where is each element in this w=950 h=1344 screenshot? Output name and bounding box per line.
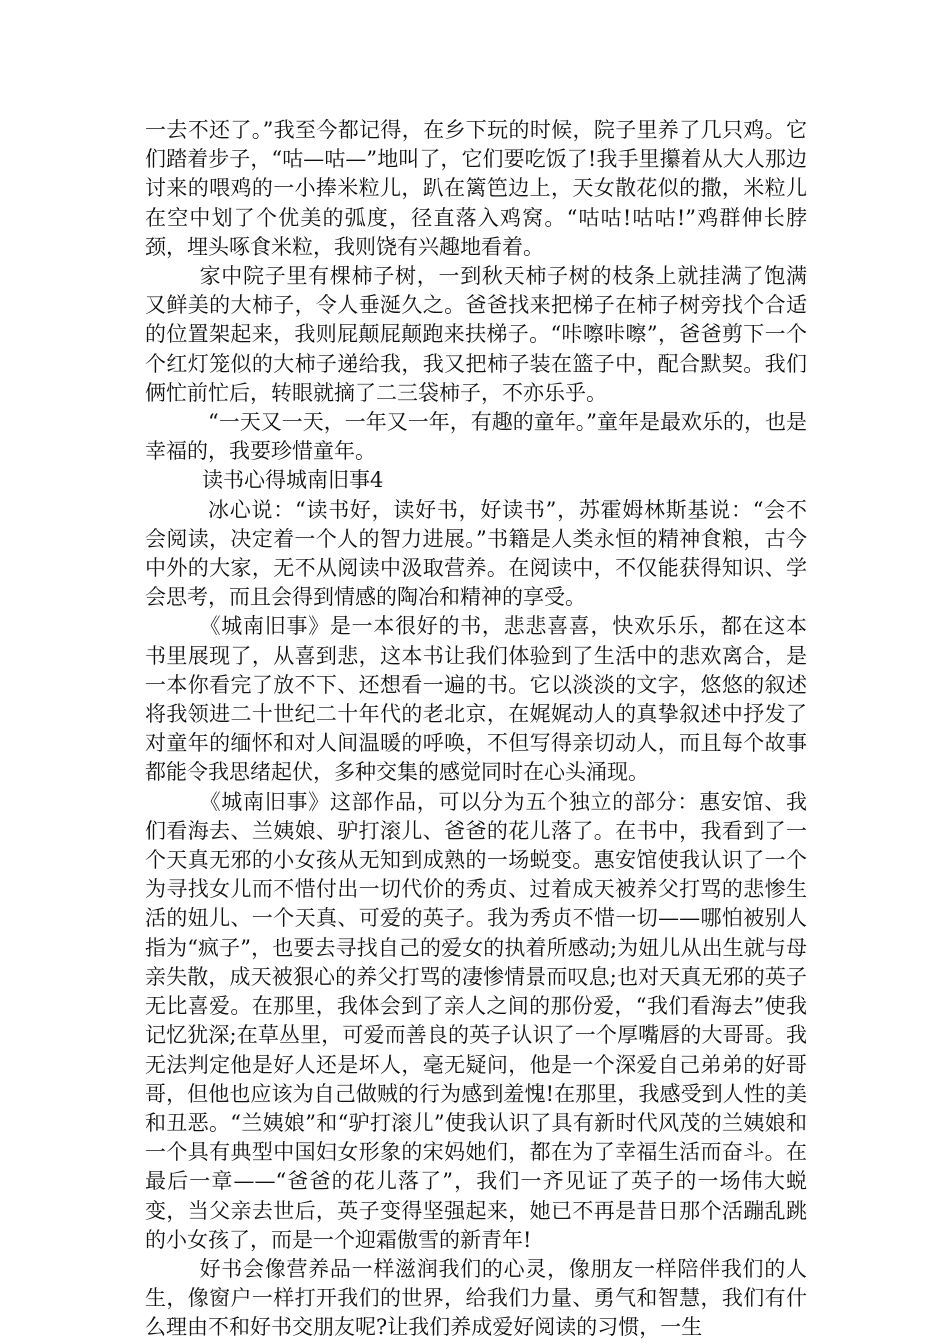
paragraph-bingxin-quote: 冰心说：“读书好，读好书，好读书”，苏霍姆林斯基说：“会不会阅读，决定着一个人的智力进展。”书籍是人类永恒的精神食粮，古今中外的大家，无不从阅读中汲取营养。在阅读中，不仅能获得知识、学会思考，而且会得到情感的陶冶和精神的享受。 bbox=[145, 497, 807, 610]
paragraph-continued-chickens: 一去不还了。”我至今都记得，在乡下玩的时候，院子里养了几只鸡。它们踏着步子，“咕—咕—”地叫了，它们要吃饭了!我手里攥着从大人那边讨来的喂鸡的一小捧米粒儿，趴在篱笆边上，天女散花似的撒，米粒儿在空中划了个优美的弧度，径直落入鸡窝。“咕咕!咕咕!”鸡群伸长脖颈，埋头啄食米粒，我则饶有兴趣地看着。 bbox=[145, 118, 807, 259]
section-heading: 读书心得城南旧事4 bbox=[202, 468, 384, 493]
paragraph-cherish-childhood: “一天又一天，一年又一年，有趣的童年。”童年是最欢乐的，也是幸福的，我要珍惜童年。 bbox=[145, 410, 807, 464]
paragraph-good-books: 好书会像营养品一样滋润我们的心灵，像朋友一样陪伴我们的人生，像窗户一样打开我们的世界，给我们力量、勇气和智慧，我们有什么理由不和好书交朋友呢?让我们养成爱好阅读的习惯，一生 bbox=[145, 1256, 807, 1340]
document-body bbox=[145, 116, 807, 1343]
paragraph-persimmon-tree: 家中院子里有棵柿子树，一到秋天柿子树的枝条上就挂满了饱满又鲜美的大柿子，令人垂涎久之。爸爸找来把梯子在柿子树旁找个合适的位置架起来，我则屁颠屁颠跑来扶梯子。“咔嚓咔嚓”，爸爸剪下一个个红灯笼似的大柿子递给我，我又把柿子装在篮子中，配合默契。我们俩忙前忙后，转眼就摘了二三袋柿子，不亦乐乎。 bbox=[145, 264, 807, 405]
paragraph-five-parts: 《城南旧事》这部作品，可以分为五个独立的部分：惠安馆、我们看海去、兰姨娘、驴打滚儿、爸爸的花儿落了。在书中，我看到了一个天真无邪的小女孩从无知到成熟的一场蜕变。惠安馆使我认识了一个为寻找女儿而不惜付出一切代价的秀贞、过着成天被养父打骂的悲惨生活的妞儿、一个天真、可爱的英子。我为秀贞不惜一切——哪怕被别人指为“疯子”，也要去寻找自己的爱女的执着所感动;为妞儿从出生就与母亲失散，成天被狠心的养父打骂的凄惨情景而叹息;也对天真无邪的英子无比喜爱。在那里，我体会到了亲人之间的那份爱，“我们看海去”使我记忆犹深;在草丛里，可爱而善良的英子认识了一个厚嘴唇的大哥哥。我无法判定他是好人还是坏人，毫无疑问，他是一个深爱自己弟弟的好哥哥，但他也应该为自己做贼的行为感到羞愧!在那里，我感受到人性的美和丑恶。“兰姨娘”和“驴打滚儿”使我认识了具有新时代风茂的兰姨娘和一个具有典型中国妇女形象的宋妈她们，都在为了幸福生活而奋斗。在最后一章——“爸爸的花儿落了”，我们一齐见证了英子的一场伟大蜕变，当父亲去世后，英子变得坚强起来，她已不再是昔日那个活蹦乱跳的小女孩了，而是一个迎霜傲雪的新青年! bbox=[145, 789, 807, 1252]
paragraph-book-intro: 《城南旧事》是一本很好的书，悲悲喜喜，快欢乐乐，都在这本书里展现了，从喜到悲，这本书让我们体验到了生活中的悲欢离合，是一本你看完了放不下、还想看一遍的书。它以淡淡的文字，悠悠的叙述将我领进二十世纪二十年代的老北京，在娓娓动人的真挚叙述中抒发了对童年的缅怀和对人间温暖的呼唤，不但写得亲切动人，而且每个故事都能令我思绪起伏，多种交集的感觉同时在心头涌现。 bbox=[145, 614, 807, 785]
